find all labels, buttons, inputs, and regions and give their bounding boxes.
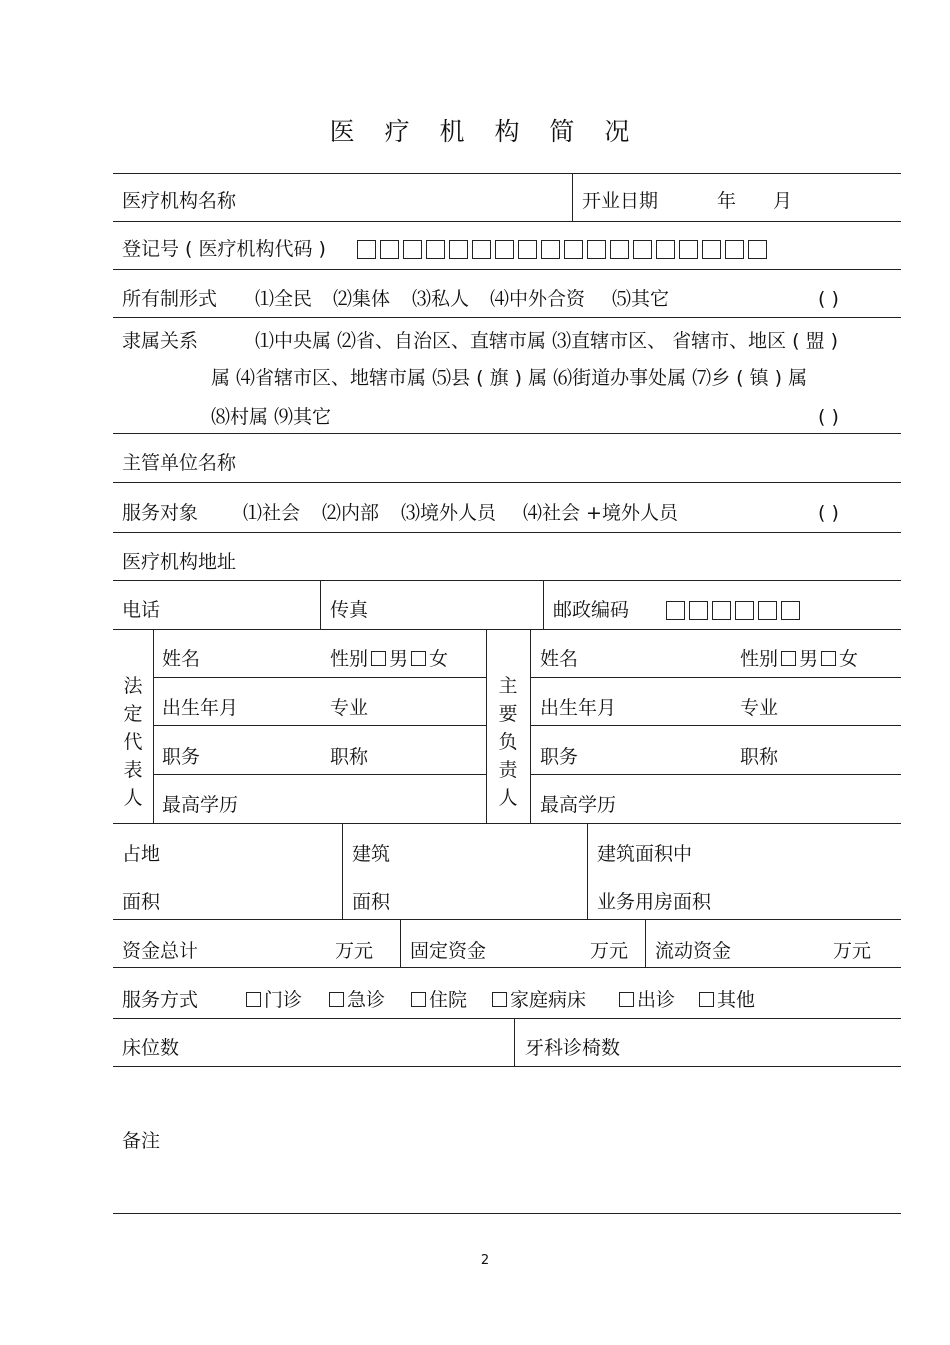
service-mode-option[interactable]: 门诊 (246, 991, 302, 1010)
service-mode-option[interactable]: 住院 (411, 991, 467, 1010)
code-digit-box[interactable] (518, 240, 537, 259)
open-date-label: 开业日期 (582, 190, 659, 212)
rule (113, 823, 901, 824)
unit-label: 万元 (590, 940, 629, 962)
rule (153, 725, 486, 726)
fixed-funds-label: 固定资金 (410, 940, 487, 962)
service-mode-label: 服务方式 (122, 989, 199, 1011)
code-digit-box[interactable] (472, 240, 491, 259)
rule (153, 677, 486, 678)
divider (153, 629, 154, 823)
year-label: 年 (717, 190, 737, 212)
rule (113, 629, 901, 630)
head-name-label: 姓名 (540, 648, 579, 670)
code-digit-box[interactable] (610, 240, 629, 259)
rule (530, 774, 901, 775)
code-digit-box[interactable] (758, 601, 777, 620)
head-birth-label: 出生年月 (540, 697, 617, 719)
legal-rep-birth-label: 出生年月 (162, 697, 239, 719)
legal-rep-major-label: 专业 (330, 697, 369, 719)
ownership-option: ⑴全民 (255, 288, 313, 310)
postcode-boxes[interactable] (666, 601, 804, 623)
phone-label: 电话 (122, 599, 161, 621)
code-digit-box[interactable] (679, 240, 698, 259)
checkbox[interactable] (329, 992, 344, 1007)
service-mode-option[interactable]: 其他 (699, 991, 755, 1010)
divider (400, 919, 401, 967)
unit-label: 万元 (833, 940, 872, 962)
affiliation-options-line-3: ⑻村属 ⑼其它 (211, 406, 332, 428)
rule (113, 580, 901, 581)
ownership-label: 所有制形式 (122, 288, 218, 310)
legal-rep-name-label: 姓名 (162, 648, 201, 670)
head-position-label: 职务 (540, 746, 579, 768)
postcode-label: 邮政编码 (553, 599, 630, 621)
female-checkbox[interactable] (411, 651, 426, 666)
service-mode-option[interactable]: 急诊 (329, 991, 385, 1010)
ownership-option: ⑵集体 (333, 288, 391, 310)
building-area-label-2: 面积 (352, 891, 391, 913)
checkbox[interactable] (246, 992, 261, 1007)
answer-parentheses[interactable]: ( ) (818, 502, 839, 524)
code-digit-box[interactable] (380, 240, 399, 259)
rule (113, 1018, 901, 1019)
male-checkbox[interactable] (371, 651, 386, 666)
affiliation-options-line-1: ⑴中央属 ⑵省、自治区、直辖市属 ⑶直辖市区、 省辖市、地区 ( 盟 ) (255, 330, 839, 352)
page-number: 2 (480, 1253, 490, 1268)
divider (645, 919, 646, 967)
checkbox[interactable] (619, 992, 634, 1007)
code-digit-box[interactable] (725, 240, 744, 259)
rule (113, 433, 901, 434)
supervisor-label: 主管单位名称 (122, 452, 237, 474)
rule (113, 919, 901, 920)
code-digit-box[interactable] (357, 240, 376, 259)
flow-funds-label: 流动资金 (655, 940, 732, 962)
address-label: 医疗机构地址 (122, 551, 237, 573)
code-digit-box[interactable] (449, 240, 468, 259)
dental-chairs-label: 牙科诊椅数 (525, 1037, 621, 1059)
rule (113, 1213, 901, 1214)
beds-label: 床位数 (122, 1037, 180, 1059)
code-digit-box[interactable] (702, 240, 721, 259)
answer-parentheses[interactable]: ( ) (818, 406, 839, 428)
checkbox[interactable] (492, 992, 507, 1007)
affiliation-label: 隶属关系 (122, 330, 199, 352)
service-mode-option[interactable]: 出诊 (619, 991, 675, 1010)
code-digit-box[interactable] (666, 601, 685, 620)
code-digit-box[interactable] (689, 601, 708, 620)
code-digit-box[interactable] (735, 601, 754, 620)
rule (113, 482, 901, 483)
checkbox[interactable] (411, 992, 426, 1007)
rule (530, 725, 901, 726)
divider (587, 823, 588, 919)
fax-label: 传真 (330, 599, 369, 621)
legal-rep-position-label: 职务 (162, 746, 201, 768)
divider (514, 1018, 515, 1066)
rule (113, 221, 901, 222)
rule (113, 269, 901, 270)
building-area-label: 建筑 (352, 843, 391, 865)
business-area-label-2: 业务用房面积 (597, 891, 712, 913)
code-digit-box[interactable] (633, 240, 652, 259)
service-target-option: ⑵内部 (322, 502, 380, 524)
ownership-option: ⑷中外合资 (490, 288, 586, 310)
affiliation-options-line-2: 属 ⑷省辖市区、地辖市属 ⑸县 ( 旗 ) 属 ⑹街道办事处属 ⑺乡 ( 镇 ) 属 (211, 367, 808, 389)
code-digit-box[interactable] (403, 240, 422, 259)
rule (113, 532, 901, 533)
month-label: 月 (773, 190, 793, 212)
answer-parentheses[interactable]: ( ) (818, 288, 839, 310)
ownership-option: ⑶私人 (412, 288, 470, 310)
divider (320, 580, 321, 629)
service-target-option: ⑴社会 (243, 502, 301, 524)
registration-code-boxes[interactable] (357, 240, 771, 262)
code-digit-box[interactable] (587, 240, 606, 259)
divider (543, 580, 544, 629)
code-digit-box[interactable] (541, 240, 560, 259)
legal-rep-side-label: 法 定 代 表 人 (123, 675, 143, 809)
rule (113, 173, 901, 174)
rule (113, 967, 901, 968)
code-digit-box[interactable] (748, 240, 767, 259)
code-digit-box[interactable] (495, 240, 514, 259)
code-digit-box[interactable] (426, 240, 445, 259)
land-area-label-2: 面积 (122, 891, 161, 913)
unit-label: 万元 (335, 940, 374, 962)
legal-rep-gender: 性别 男 女 (330, 648, 449, 670)
ownership-option: ⑸其它 (612, 288, 670, 310)
divider (572, 173, 573, 221)
service-mode-option[interactable]: 家庭病床 (492, 991, 586, 1010)
divider (530, 629, 531, 823)
land-area-label: 占地 (122, 843, 161, 865)
business-area-label: 建筑面积中 (597, 843, 693, 865)
rule (530, 677, 901, 678)
service-target-label: 服务对象 (122, 502, 199, 524)
head-gender: 性别 男 女 (740, 648, 859, 670)
head-title-label: 职称 (740, 746, 779, 768)
legal-rep-title-label: 职称 (330, 746, 369, 768)
checkbox[interactable] (699, 992, 714, 1007)
rule (113, 1066, 901, 1067)
total-funds-label: 资金总计 (122, 940, 199, 962)
male-checkbox[interactable] (781, 651, 796, 666)
page-title: 医 疗 机 构 简 况 (329, 117, 641, 146)
female-checkbox[interactable] (821, 651, 836, 666)
remarks-label: 备注 (122, 1130, 161, 1152)
head-person-side-label: 主 要 负 责 人 (498, 675, 518, 809)
code-digit-box[interactable] (712, 601, 731, 620)
service-target-option: ⑶境外人员 (401, 502, 497, 524)
head-major-label: 专业 (740, 697, 779, 719)
code-digit-box[interactable] (564, 240, 583, 259)
divider (342, 823, 343, 919)
rule (153, 774, 486, 775)
legal-rep-education-label: 最高学历 (162, 794, 239, 816)
head-education-label: 最高学历 (540, 794, 617, 816)
code-digit-box[interactable] (781, 601, 800, 620)
institution-name-label: 医疗机构名称 (122, 190, 237, 212)
rule (113, 317, 901, 318)
service-target-option: ⑷社会 +境外人员 (523, 502, 678, 524)
code-digit-box[interactable] (656, 240, 675, 259)
registration-label: 登记号 ( 医疗机构代码 ) (122, 238, 326, 260)
